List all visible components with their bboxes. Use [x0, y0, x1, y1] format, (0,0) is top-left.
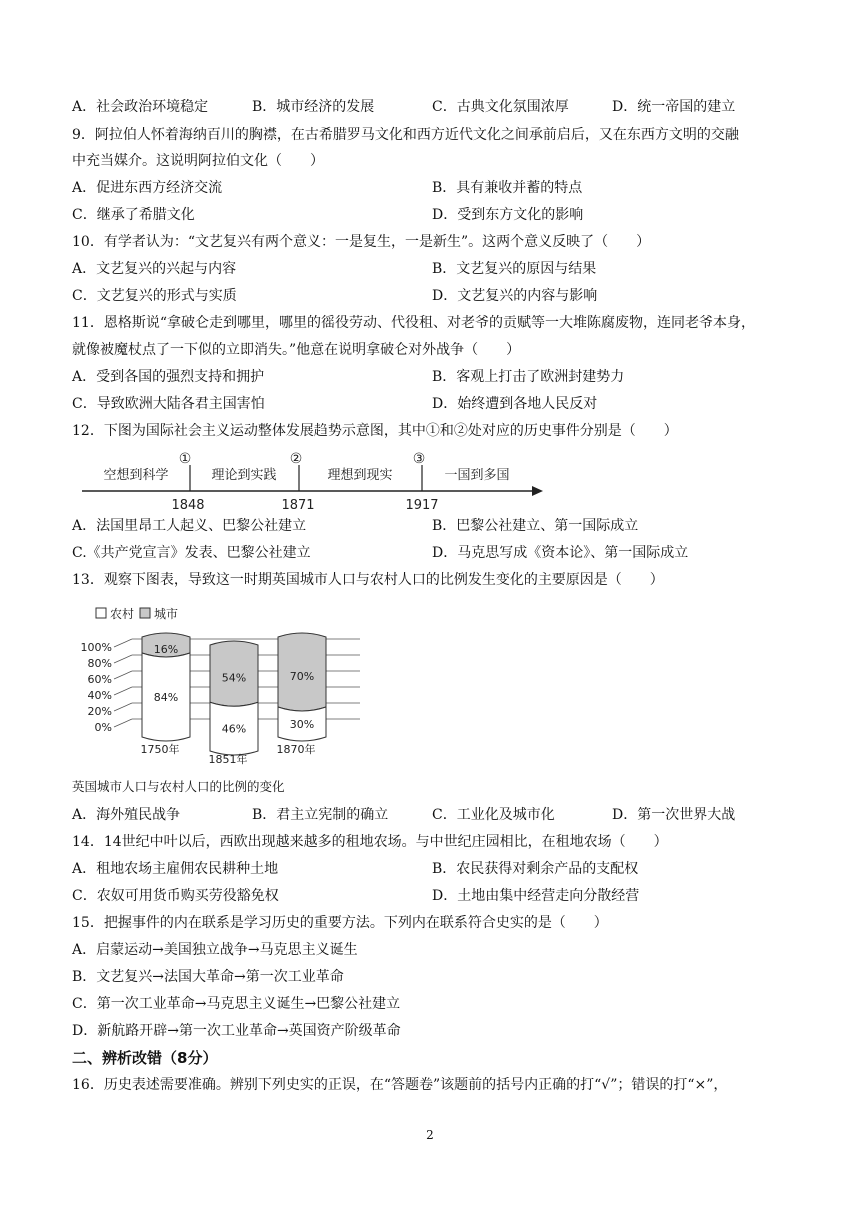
q9-option-c: C．继承了希腊文化	[72, 207, 195, 223]
timeline-segment-4: 一国到多国	[444, 468, 510, 483]
q10-option-b: B．文艺复兴的原因与结果	[432, 261, 597, 277]
q12-option-b: B．巴黎公社建立、第一国际成立	[432, 518, 639, 534]
chart-caption: 英国城市人口与农村人口的比例的变化	[72, 779, 285, 794]
q9-stem-line2: 中充当媒介。这说明阿拉伯文化（ ）	[72, 153, 324, 169]
q13-option-d: D．第一次世界大战	[612, 807, 736, 823]
legend-rural-swatch	[96, 608, 106, 618]
timeline-marker-2: ②	[289, 451, 303, 467]
grid-connector	[114, 687, 132, 695]
q11-option-a: A．受到各国的强烈支持和拥护	[72, 369, 265, 385]
timeline-marker-3: ③	[412, 451, 426, 467]
data-label-urban: 70%	[289, 670, 315, 683]
q12-option-a: A．法国里昂工人起义、巴黎公社建立	[72, 518, 307, 534]
q13-option-c: C．工业化及城市化	[432, 807, 555, 823]
q10-option-a: A．文艺复兴的兴起与内容	[72, 261, 237, 277]
q11-option-c: C．导致欧洲大陆各君主国害怕	[72, 396, 265, 412]
q9-stem-line1: 9．阿拉伯人怀着海纳百川的胸襟，在古希腊罗马文化和西方近代文化之间承前启后，又在东西方文明的交融	[72, 127, 739, 143]
grid-connector	[114, 671, 132, 679]
population-ratio-chart	[80, 603, 370, 773]
timeline-segment-1: 空想到科学	[103, 468, 169, 483]
grid-connector	[114, 655, 132, 663]
q10-option-d: D．文艺复兴的内容与影响	[432, 288, 598, 304]
q15-option-d: D．新航路开辟→第一次工业革命→英国资产阶级革命	[72, 1023, 401, 1039]
grid-connector	[114, 639, 132, 647]
data-label-rural: 84%	[153, 691, 179, 704]
category-label: 1750年	[140, 743, 180, 756]
q15-option-b: B．文艺复兴→法国大革命→第一次工业革命	[72, 969, 344, 985]
grid-connector	[114, 719, 132, 727]
q14-option-a: A．租地农场主雇佣农民耕种土地	[72, 861, 279, 877]
category-label: 1851年	[208, 753, 248, 766]
y-tick-label: 100%	[80, 641, 112, 654]
timeline-year-2: 1871	[281, 498, 315, 513]
page-number: 2	[426, 1128, 434, 1142]
q9-option-d: D．受到东方文化的影响	[432, 207, 584, 223]
timeline-marker-1: ①	[178, 451, 192, 467]
data-label-urban: 54%	[221, 671, 247, 685]
q10-option-c: C．文艺复兴的形式与实质	[72, 288, 237, 304]
q11-option-b: B．客观上打击了欧洲封建势力	[432, 369, 625, 385]
q14-option-c: C．农奴可用货币购买劳役豁免权	[72, 888, 279, 904]
q12-stem: 12．下图为国际社会主义运动整体发展趋势示意图，其中①和②处对应的历史事件分别是（ ）	[72, 423, 678, 439]
q14-stem: 14．14世纪中叶以后，西欧出现越来越多的租地农场。与中世纪庄园相比，在租地农场（ ）	[72, 834, 668, 850]
timeline-segment-2: 理论到实践	[211, 468, 277, 483]
q8-option-b: B．城市经济的发展	[252, 99, 375, 115]
timeline-segment-3: 理想到现实	[327, 468, 393, 483]
q12-option-c: C.《共产党宣言》发表、巴黎公社建立	[72, 545, 311, 561]
timeline-year-1: 1848	[171, 498, 205, 513]
q9-option-a: A．促进东西方经济交流	[72, 180, 223, 196]
q13-stem: 13．观察下图表，导致这一时期英国城市人口与农村人口的比例发生变化的主要原因是（ ）	[72, 572, 664, 588]
section-heading: 二、辨析改错（8分）	[72, 1049, 218, 1067]
q13-option-a: A．海外殖民战争	[72, 807, 181, 823]
legend-urban-swatch	[140, 608, 150, 618]
q12-timeline-diagram	[82, 447, 544, 513]
q10-stem: 10．有学者认为：“文艺复兴有两个意义：一是复生，一是新生”。这两个意义反映了（ ）	[72, 234, 651, 250]
q15-stem: 15．把握事件的内在联系是学习历史的重要方法。下列内在联系符合史实的是（ ）	[72, 915, 608, 931]
q8-option-d: D．统一帝国的建立	[612, 99, 736, 115]
q11-option-d: D．始终遭到各地人民反对	[432, 396, 598, 412]
q8-option-a: A．社会政治环境稳定	[72, 99, 209, 115]
q13-option-b: B．君主立宪制的确立	[252, 807, 389, 823]
q8-option-c: C．古典文化氛围浓厚	[432, 99, 569, 115]
data-label-urban: 16%	[153, 643, 179, 656]
q16-stem: 16．历史表述需要准确。辨别下列史实的正误，在“答题卷”该题前的括号内正确的打“√”；错误的打“×”，	[72, 1077, 728, 1093]
timeline-year-3: 1917	[405, 498, 439, 513]
q15-option-a: A．启蒙运动→美国独立战争→马克思主义诞生	[72, 942, 358, 958]
category-label: 1870年	[276, 743, 316, 756]
q9-option-b: B．具有兼收并蓄的特点	[432, 180, 583, 196]
q11-stem-line2: 就像被魔杖点了一下似的立即消失。”他意在说明拿破仑对外战争（ ）	[72, 342, 521, 358]
y-tick-label: 40%	[87, 689, 112, 702]
y-tick-label: 20%	[87, 705, 112, 718]
legend-urban-label: 城市	[154, 607, 179, 621]
q14-option-d: D．土地由集中经营走向分散经营	[432, 888, 640, 904]
legend-rural-label: 农村	[110, 607, 135, 621]
y-tick-label: 0%	[94, 721, 112, 734]
q15-option-c: C．第一次工业革命→马克思主义诞生→巴黎公社建立	[72, 996, 401, 1012]
y-tick-label: 80%	[87, 657, 112, 670]
data-label-rural: 46%	[221, 722, 247, 736]
q12-option-d: D．马克思写成《资本论》、第一国际成立	[432, 545, 689, 561]
data-label-rural: 30%	[289, 718, 315, 731]
q11-stem-line1: 11．恩格斯说“拿破仑走到哪里，哪里的徭役劳动、代役租、对老爷的贡赋等一大堆陈腐废物，连同老爷本身，	[72, 315, 755, 331]
y-tick-label: 60%	[87, 673, 112, 686]
q14-option-b: B．农民获得对剩余产品的支配权	[432, 861, 639, 877]
grid-connector	[114, 703, 132, 711]
